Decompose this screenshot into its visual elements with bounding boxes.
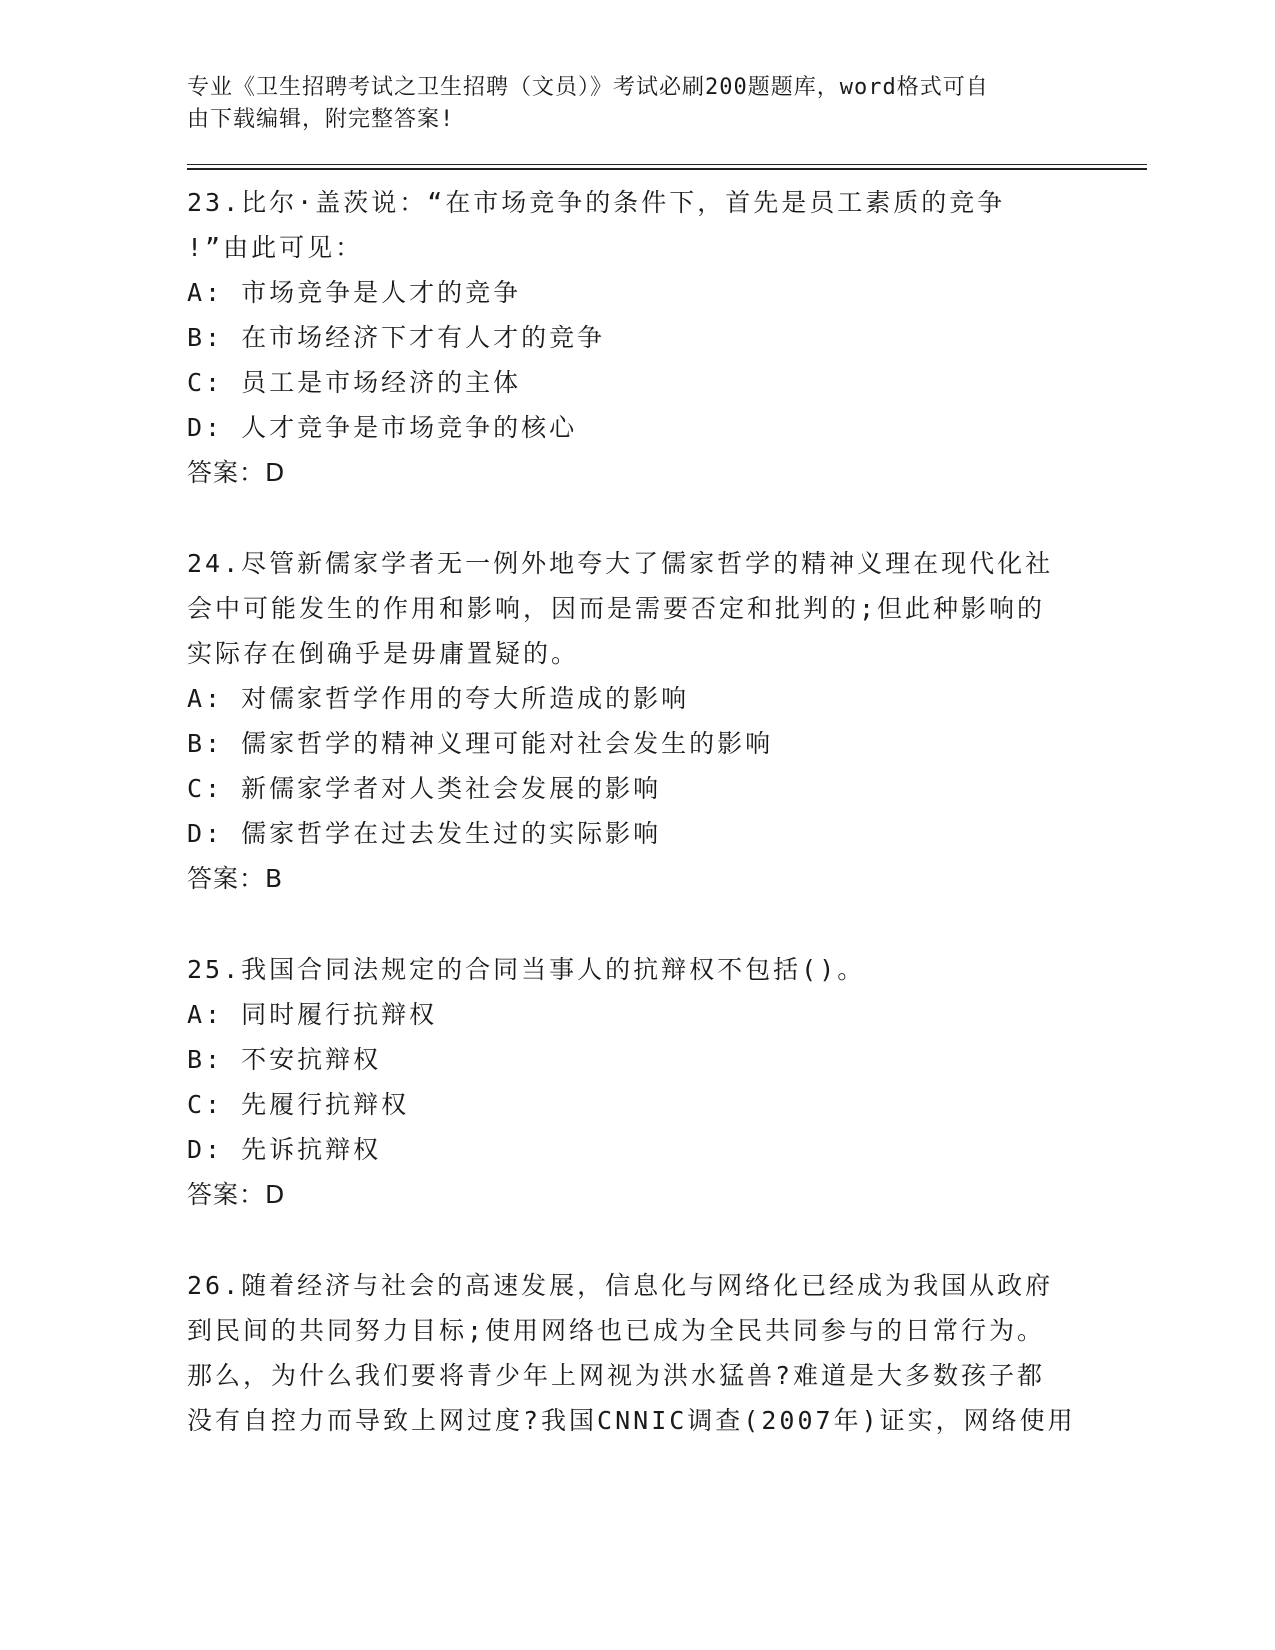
question-stem-line: 那么，为什么我们要将青少年上网视为洪水猛兽?难道是大多数孩子都 (187, 1361, 1046, 1390)
question-25 (187, 947, 1147, 1217)
option-d: D: 人才竞争是市场竞争的核心 (187, 413, 578, 442)
option-b: B: 不安抗辩权 (187, 1045, 382, 1074)
option-a: A: 同时履行抗辩权 (187, 1000, 438, 1029)
option-b: B: 在市场经济下才有人才的竞争 (187, 323, 606, 352)
answer-line: 答案：D (187, 1180, 286, 1209)
option-d: D: 先诉抗辩权 (187, 1135, 382, 1164)
question-stem-line: 26.随着经济与社会的高速发展，信息化与网络化已经成为我国从政府 (187, 1271, 1054, 1300)
question-24 (187, 541, 1147, 901)
question-stem-line: 23.比尔·盖茨说：“在市场竞争的条件下，首先是员工素质的竞争 (187, 188, 1006, 217)
divider-thin-line (187, 164, 1147, 165)
question-stem-line: 没有自控力而导致上网过度?我国CNNIC调查(2007年)证实，网络使用 (187, 1406, 1076, 1435)
question-stem-line: 25.我国合同法规定的合同当事人的抗辩权不包括()。 (187, 955, 866, 984)
divider-thick-line (187, 168, 1147, 170)
answer-line: 答案：B (187, 864, 284, 893)
document-page (187, 72, 1147, 1489)
option-a: A: 对儒家哲学作用的夸大所造成的影响 (187, 684, 690, 713)
option-b: B: 儒家哲学的精神义理可能对社会发生的影响 (187, 729, 774, 758)
question-stem-line: 到民间的共同努力目标;使用网络也已成为全民共同参与的日常行为。 (187, 1316, 1046, 1345)
question-stem-line: 会中可能发生的作用和影响，因而是需要否定和批判的;但此种影响的 (187, 594, 1046, 623)
question-stem-line: !”由此可见： (187, 233, 364, 262)
option-c: C: 新儒家学者对人类社会发展的影响 (187, 774, 662, 803)
answer-line: 答案：D (187, 458, 286, 487)
question-26 (187, 1263, 1147, 1443)
question-stem-line: 实际存在倒确乎是毋庸置疑的。 (187, 639, 580, 668)
option-a: A: 市场竞争是人才的竞争 (187, 278, 522, 307)
header-line-1: 专业《卫生招聘考试之卫生招聘（文员）》考试必刷200题题库，word格式可自 (187, 75, 989, 100)
question-23 (187, 180, 1147, 495)
option-c: C: 先履行抗辩权 (187, 1090, 410, 1119)
document-header (187, 72, 1047, 136)
header-line-2: 由下载编辑，附完整答案! (187, 107, 455, 132)
option-c: C: 员工是市场经济的主体 (187, 368, 522, 397)
question-list (187, 180, 1147, 1443)
question-stem-line: 24.尽管新儒家学者无一例外地夸大了儒家哲学的精神义理在现代化社 (187, 549, 1054, 578)
header-divider (187, 164, 1147, 170)
option-d: D: 儒家哲学在过去发生过的实际影响 (187, 819, 662, 848)
